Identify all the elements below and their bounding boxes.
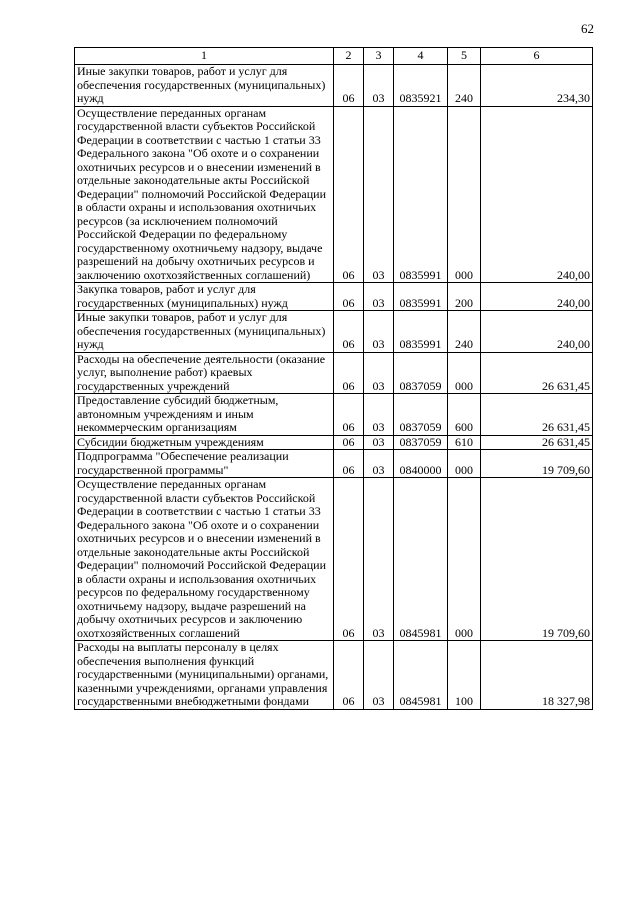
expense-name: Закупка товаров, работ и услуг для государственных (муниципальных) нужд — [75, 283, 334, 311]
column-header: 4 — [394, 48, 448, 65]
expense-name: Осуществление переданных органам государственной власти субъектов Российской Федерации в соответствии с частью 1 статьи 33 Федерального закона "Об охоте и о сохранении охотничьих ресурсов и о внесении изменений в отдельные законодательные акты Российской Федерации" полномочий Российской Федерации в области охраны и использования охотничьих ресурсов по федеральному государственному охотничьему надзору, выдаче разрешений на добычу охотничьих ресурсов и заключению охотхозяйственных соглашений — [75, 478, 334, 641]
subsection-code: 03 — [364, 352, 394, 394]
section-code: 06 — [334, 65, 364, 107]
amount: 19 709,60 — [481, 450, 593, 478]
target-article-code: 0845981 — [394, 641, 448, 710]
page-number: 62 — [581, 21, 594, 36]
amount: 26 631,45 — [481, 435, 593, 450]
amount: 26 631,45 — [481, 352, 593, 394]
section-code: 06 — [334, 478, 364, 641]
target-article-code: 0845981 — [394, 478, 448, 641]
target-article-code: 0835991 — [394, 311, 448, 353]
budget-table — [74, 47, 593, 710]
table-row — [75, 311, 593, 353]
column-header: 6 — [481, 48, 593, 65]
expense-name: Расходы на выплаты персоналу в целях обеспечения выполнения функций государственными (муниципальными) органами, казенными учреждениями, органами управления государственными внебюджетными фондами — [75, 641, 334, 710]
amount: 19 709,60 — [481, 478, 593, 641]
subsection-code: 03 — [364, 283, 394, 311]
table-row — [75, 65, 593, 107]
target-article-code: 0835921 — [394, 65, 448, 107]
target-article-code: 0837059 — [394, 394, 448, 436]
table-row — [75, 478, 593, 641]
amount: 240,00 — [481, 283, 593, 311]
amount: 18 327,98 — [481, 641, 593, 710]
expense-name: Иные закупки товаров, работ и услуг для обеспечения государственных (муниципальных) нужд — [75, 311, 334, 353]
subsection-code: 03 — [364, 435, 394, 450]
table-row — [75, 106, 593, 283]
expense-type-code: 000 — [448, 106, 481, 283]
expense-type-code: 000 — [448, 478, 481, 641]
expense-name: Иные закупки товаров, работ и услуг для обеспечения государственных (муниципальных) нужд — [75, 65, 334, 107]
subsection-code: 03 — [364, 394, 394, 436]
section-code: 06 — [334, 352, 364, 394]
section-code: 06 — [334, 106, 364, 283]
expense-type-code: 240 — [448, 311, 481, 353]
section-code: 06 — [334, 641, 364, 710]
section-code: 06 — [334, 394, 364, 436]
section-code: 06 — [334, 450, 364, 478]
expense-type-code: 600 — [448, 394, 481, 436]
target-article-code: 0837059 — [394, 435, 448, 450]
column-header: 3 — [364, 48, 394, 65]
expense-type-code: 200 — [448, 283, 481, 311]
subsection-code: 03 — [364, 311, 394, 353]
expense-name: Осуществление переданных органам государственной власти субъектов Российской Федерации в соответствии с частью 1 статьи 33 Федерального закона "Об охоте и о сохранении охотничьих ресурсов и о внесении изменений в отдельные законодательные акты Российской Федерации" полномочий Российской Федерации в области охраны и использования охотничьих ресурсов (за исключением полномочий Российской Федерации по федеральному государственному охотничьему надзору, выдаче разрешений на добычу охотничьих ресурсов и заключению охотхозяйственных соглашений) — [75, 106, 334, 283]
expense-type-code: 000 — [448, 450, 481, 478]
section-code: 06 — [334, 283, 364, 311]
target-article-code: 0835991 — [394, 283, 448, 311]
section-code: 06 — [334, 435, 364, 450]
column-header: 2 — [334, 48, 364, 65]
subsection-code: 03 — [364, 641, 394, 710]
table-row — [75, 450, 593, 478]
table-row — [75, 435, 593, 450]
target-article-code: 0835991 — [394, 106, 448, 283]
column-header: 1 — [75, 48, 334, 65]
expense-type-code: 610 — [448, 435, 481, 450]
target-article-code: 0840000 — [394, 450, 448, 478]
amount: 26 631,45 — [481, 394, 593, 436]
subsection-code: 03 — [364, 478, 394, 641]
expense-type-code: 000 — [448, 352, 481, 394]
expense-name: Субсидии бюджетным учреждениям — [75, 435, 334, 450]
expense-name: Подпрограмма "Обеспечение реализации государственной программы" — [75, 450, 334, 478]
expense-name: Предоставление субсидий бюджетным, автономным учреждениям и иным некоммерческим организациям — [75, 394, 334, 436]
table-row — [75, 394, 593, 436]
subsection-code: 03 — [364, 450, 394, 478]
target-article-code: 0837059 — [394, 352, 448, 394]
subsection-code: 03 — [364, 65, 394, 107]
amount: 234,30 — [481, 65, 593, 107]
table-row — [75, 641, 593, 710]
table-header-row — [75, 48, 593, 65]
expense-type-code: 100 — [448, 641, 481, 710]
amount: 240,00 — [481, 311, 593, 353]
column-header: 5 — [448, 48, 481, 65]
section-code: 06 — [334, 311, 364, 353]
amount: 240,00 — [481, 106, 593, 283]
subsection-code: 03 — [364, 106, 394, 283]
expense-name: Расходы на обеспечение деятельности (оказание услуг, выполнение работ) краевых государственных учреждений — [75, 352, 334, 394]
table-row — [75, 352, 593, 394]
expense-type-code: 240 — [448, 65, 481, 107]
table-row — [75, 283, 593, 311]
